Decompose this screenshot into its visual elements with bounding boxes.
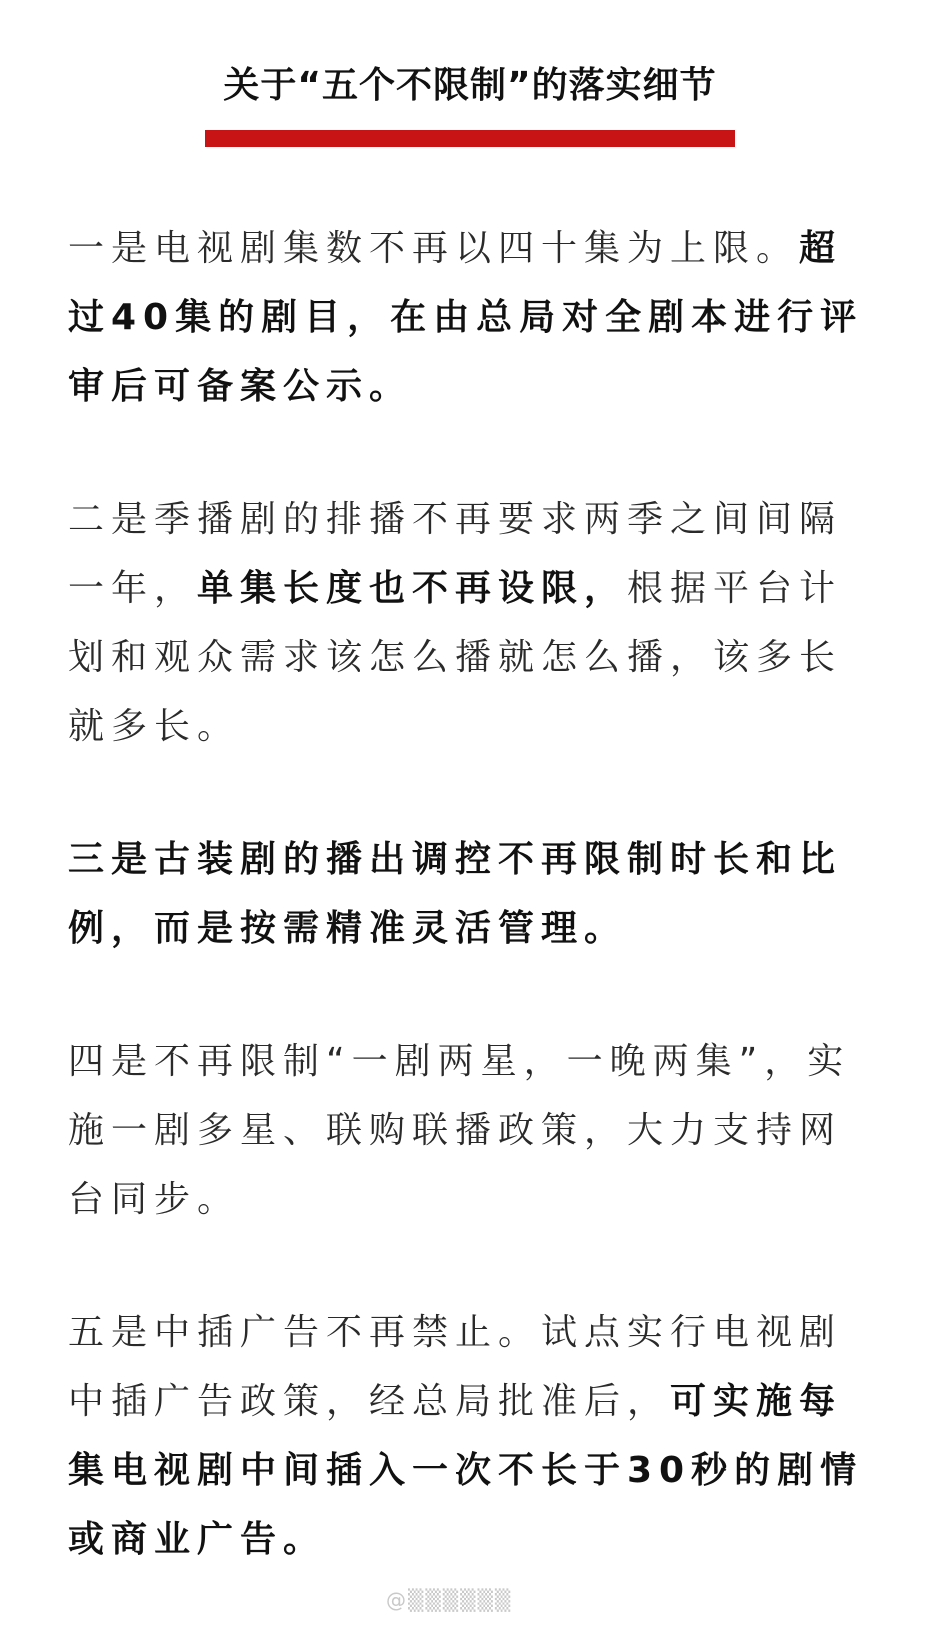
paragraph-three-bold-text: 三是古装剧的播出调控不再限制时长和比例，而是按需精准灵活管理。: [68, 839, 843, 949]
article-body: [68, 214, 878, 1638]
paragraph-five-text: 五是中插广告不再禁止。试点实行电视剧中插广告政策，经总局批准后，: [68, 1312, 843, 1422]
paragraph-two-text-end: 根据平台计划和观众需求该怎么播就怎么播，该多长就多长。: [68, 568, 843, 747]
paragraph-one-bold-text: 超过40集的剧目，在由总局对全剧本进行评审后可备案公示。: [68, 228, 864, 407]
page-title: 关于“五个不限制”的落实细节: [223, 65, 717, 106]
title-block: [205, 62, 735, 147]
paragraph-one: [68, 214, 878, 421]
paragraph-two-text-start: 二是季播剧的排播不再要求两季之间间隔一年，: [68, 499, 843, 609]
paragraph-two: [68, 485, 878, 761]
paragraph-four: [68, 1027, 878, 1234]
paragraph-three: [68, 825, 878, 963]
paragraph-two-bold-text: 单集长度也不再设限，: [197, 568, 628, 609]
paragraph-five-bold-text: 可实施每集电视剧中间插入一次不长于30秒的剧情或商业广告。: [68, 1381, 864, 1560]
paragraph-five: [68, 1298, 878, 1574]
watermark: @▒▒▒▒▒▒: [386, 1588, 513, 1612]
title-underline-bar: [205, 130, 735, 147]
paragraph-four-text: 四是不再限制“一剧两星，一晚两集”，实施一剧多星、联购联播政策，大力支持网台同步。: [68, 1041, 851, 1220]
paragraph-one-text: 一是电视剧集数不再以四十集为上限。: [68, 228, 800, 269]
